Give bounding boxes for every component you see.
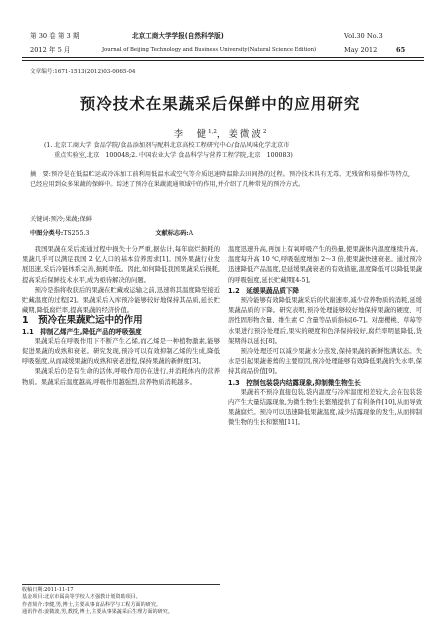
affiliations	[44, 141, 406, 161]
author-name: 姜微波	[228, 129, 263, 140]
header-rule	[22, 57, 424, 58]
article-number: 文章编号:1671-1513(2012)03-0065-04	[30, 69, 136, 75]
paragraph: 温度迅速升高,再加上有氧呼吸产生的热量,使果蔬体内温度继续升高。温度每升高 10 ℃,呼吸强度增加 2～3 倍,使果蔬快速衰老。通过预冷迅速降低产品温度,是延缓果蔬衰老的有效措施,温度降低可以降低果蔬的呼吸强度,延长贮藏期[4-5]。	[228, 246, 422, 284]
paragraph: 预冷能够有效降低果蔬采后的代谢速率,减少营养物质的消耗,延缓果蔬品质的下降。研究表明,预冷处理能够较好地保持果蔬的硬度、可溶性固形物含量、维生素 C 含量等品质指标[6-7]。对甜樱桃、草莓等水果进行预冷处理后,果实的硬度和色泽保持较好,腐烂率明显降低,货架期得以延长[8]。	[228, 297, 422, 345]
fund-note: 基金项目:北京市属高等学校人才强教计划资助项目。	[22, 594, 141, 601]
publication-date: 2012 年 5 月	[30, 46, 71, 54]
doc-code-value: A	[188, 230, 194, 237]
keywords: 关键词:预冷;果蔬;保鲜	[30, 216, 92, 223]
author-separator: ，	[216, 129, 229, 140]
paragraph: 果蔬采后仍是有生命的活体,呼吸作用仍在进行,并消耗体内的营养物质。果蔬采后温度越高,呼吸作用越强烈,营养物质消耗越多。	[22, 368, 220, 386]
subsection-heading: 1.3 控制包装袋内结露现象,抑制微生物生长	[228, 378, 361, 387]
affiliation-line: 重点实验室,北京 100048;2. 中国农业大学 食品科学与营养工程学院,北京 100083)	[54, 152, 293, 159]
abstract: 摘 要:预冷是在低温贮运或冷冻加工前利用低温水或空气等介质迅速降温除去田间热的过程。预冷技术具有无毒、无残留和易操作等特点,已经应用到众多果蔬的保鲜中。综述了预冷在果蔬流通领域中的作用,并介绍了几种常见的预冷方式。	[30, 171, 410, 189]
header-rule-thin	[22, 60, 424, 61]
author-name: 李 健	[173, 129, 209, 140]
journal-name-en: Journal of Beijing Technology and Business University(Natural Science Edition)	[102, 47, 317, 53]
paragraph: 预冷是指将收获后的果蔬在贮藏或运输之前,迅速将其温度降至接近贮藏温度的过程[2]。果蔬采后入库预冷能够较好地保持其品质,延长贮藏期,降低腐烂率,提高果蔬的经济价值。	[22, 286, 220, 315]
journal-name-cn: 北京工商大学学报(自然科学版)	[132, 32, 224, 40]
paragraph: 果蔬若不预冷直接包装,袋内温度与冷库温度相差较大,会在包装袋内产生大量结露现象,为微生物生长繁殖提供了有利条件[10],从而导致果蔬腐烂。预冷可以迅速降低果蔬温度,减少结露现象的发生,从而抑制微生物的生长和繁殖[11]。	[228, 388, 422, 427]
volume-issue: 第 30 卷 第 3 期	[30, 32, 80, 40]
clc-label: 中图分类号:	[30, 230, 64, 237]
corresponding-author: 通讯作者:姜微波,男,教授,博士,主要从事果蔬采后生理方面的研究。	[22, 609, 173, 616]
doc-code-label: 文献标志码:	[155, 230, 189, 237]
page-number: 65	[396, 46, 406, 54]
article-title: 预冷技术在果蔬采后保鲜中的应用研究	[79, 95, 361, 113]
classification-line	[30, 228, 193, 237]
date-en: May 2012	[344, 46, 378, 54]
subsection-heading: 1.1 抑制乙烯产生,降低产品的呼吸强度	[22, 327, 142, 336]
paragraph: 果蔬采后在呼吸作用下不断产生乙烯,而乙烯是一种植物激素,能够促进果蔬的成熟和衰老。研究发现,预冷可以有效抑制乙烯的生成,降低呼吸强度,从而减缓果蔬的成熟和衰老进程,保持果蔬的新鲜度[3]。	[22, 337, 220, 366]
section-heading: 1 预冷在果蔬贮运中的作用	[22, 315, 143, 327]
author-affiliation-mark: 2	[262, 128, 267, 135]
right-column	[228, 245, 422, 611]
left-column	[22, 245, 220, 581]
author-line	[0, 126, 440, 140]
volume-number-en: Vol.30 No.3	[344, 32, 383, 40]
clc-value: TS255.3	[63, 230, 90, 237]
footnotes	[22, 584, 220, 617]
author-bio: 作者简介:李健,男,博士,主要从事食品科学与工程方面的研究。	[22, 601, 162, 608]
subsection-heading: 1.2 延缓果蔬品质下降	[228, 286, 300, 295]
author-affiliation-mark: 1,2	[208, 128, 217, 135]
affiliation-line: (1. 北京工商大学 食品学院/食品添加剂与配料北京高校工程研究中心/食品风味化学北京市	[44, 142, 290, 149]
received-date: 收稿日期:2011-11-17	[22, 587, 74, 593]
paragraph: 预冷处理还可以减少果蔬水分蒸发,保持果蔬的新鲜饱满状态。失水是引起果蔬萎蔫的主要原因,预冷处理能够有效降低果蔬的失水率,保持其商品价值[9]。	[228, 348, 422, 376]
paragraph: 我国果蔬在采后流通过程中损失十分严重,据估计,每年腐烂损耗的果蔬几乎可以满足我国 2 亿人口的基本营养需求[1]。国外果蔬行业发展迅速,采后冷链体系完善,损耗率低。因此,如何降低我国果蔬采后损耗,提高采后保鲜技术水平,成为亟待解决的问题。	[22, 246, 220, 284]
